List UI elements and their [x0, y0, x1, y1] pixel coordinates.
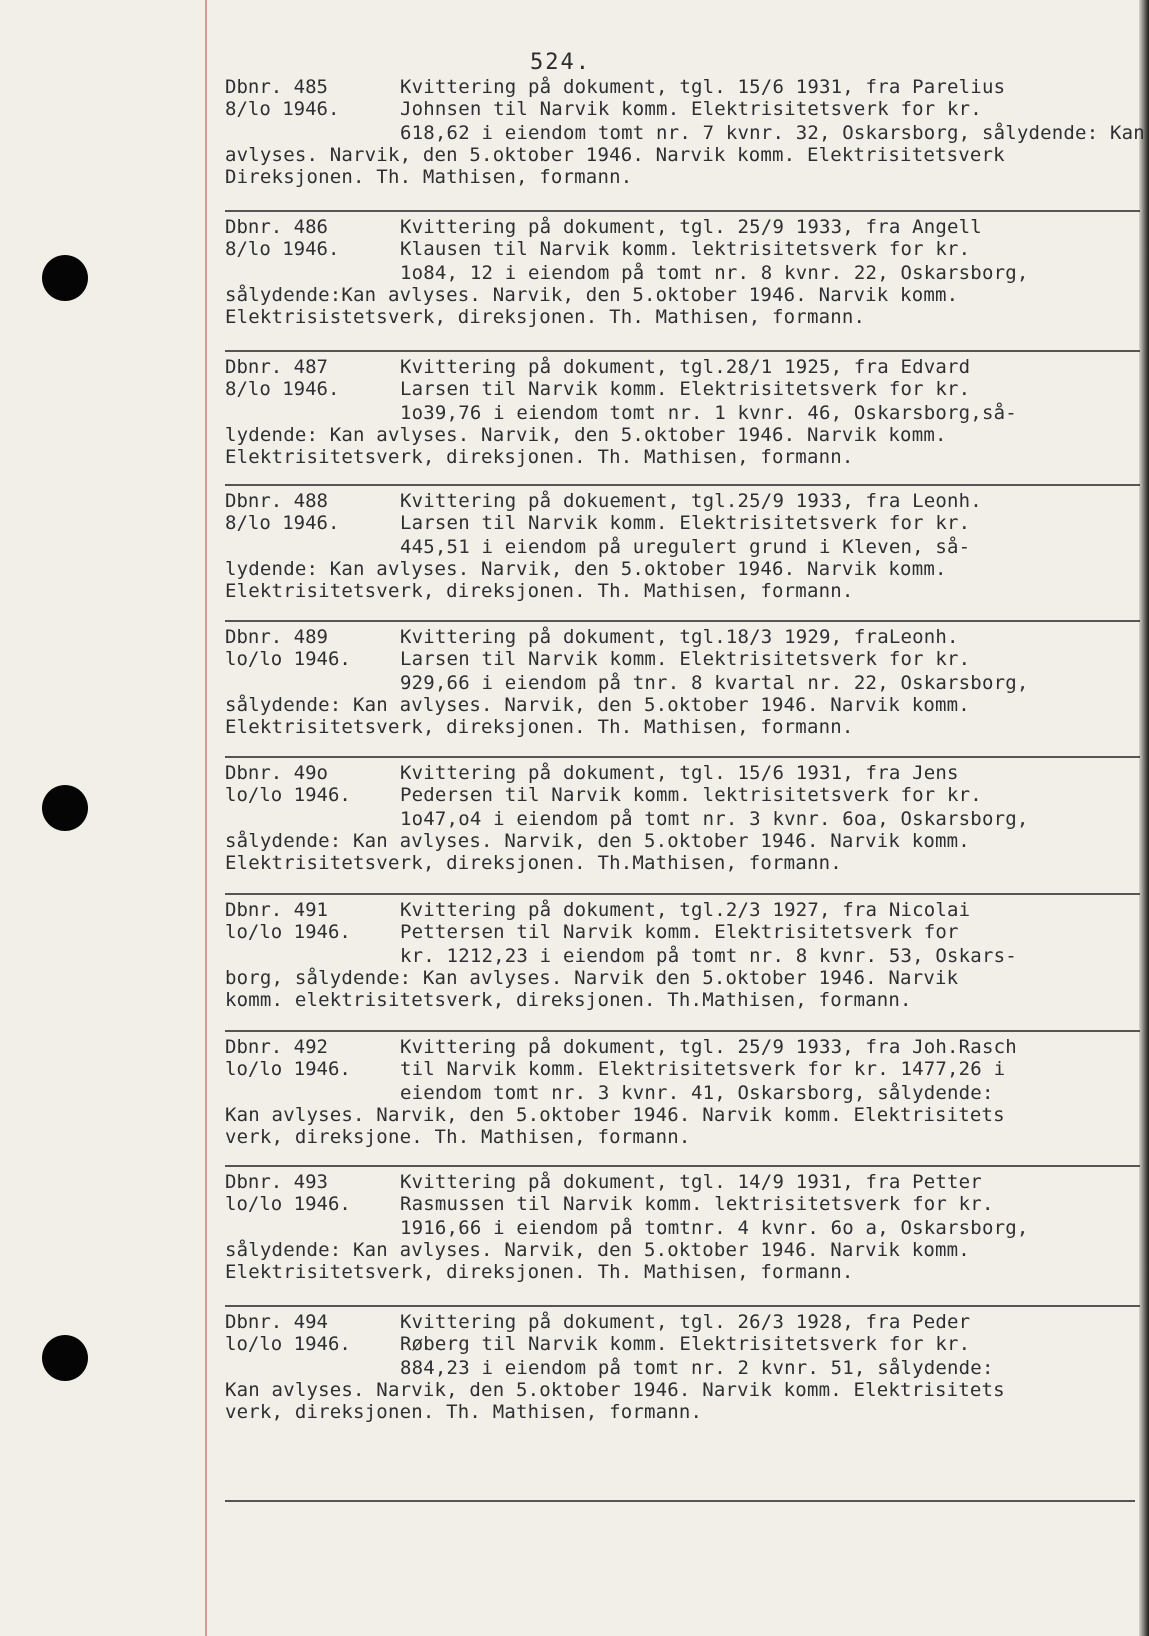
entry-text-line: 884,23 i eiendom på tomt nr. 2 kvnr. 51, sålydende:: [400, 1357, 994, 1379]
entry-date: lo/lo 1946.: [225, 784, 351, 806]
ledger-entry: [225, 210, 1130, 328]
entry-text-line: Kan avlyses. Narvik, den 5.oktober 1946. Narvik komm. Elektrisitets: [225, 1379, 1005, 1401]
entry-header: [225, 1171, 1130, 1217]
entry-header: [225, 490, 1130, 536]
entry-text-line: Kvittering på dokument, tgl. 25/9 1933, fra Angell: [400, 216, 982, 238]
entry-dbnr: Dbnr. 485: [225, 76, 328, 98]
entry-body: [225, 262, 1130, 328]
entry-dbnr: Dbnr. 489: [225, 626, 328, 648]
page-edge-shadow: [1139, 0, 1149, 1636]
ledger-entry: [225, 893, 1130, 1011]
entry-text-line: Larsen til Narvik komm. Elektrisitetsverk for kr.: [400, 512, 971, 534]
entry-id-date: [225, 762, 351, 806]
entry-date: lo/lo 1946.: [225, 648, 351, 670]
entry-id-date: [225, 1311, 351, 1355]
entry-text-line: verk, direksjonen. Th. Mathisen, formann.: [225, 1401, 703, 1423]
entry-separator-rule: [225, 210, 1140, 212]
entry-separator-rule: [225, 1165, 1140, 1167]
entry-text-line: Elektrisitetsverk, direksjonen. Th. Mathisen, formann.: [225, 716, 854, 738]
entry-id-date: [225, 1036, 351, 1080]
ledger-entry: [225, 620, 1130, 738]
entry-text-line: Larsen til Narvik komm. Elektrisitetsverk for kr.: [400, 648, 971, 670]
entry-text-line: Elektrisitetsverk, direksjonen. Th.Mathisen, formann.: [225, 852, 842, 874]
entry-text-line: kr. 1212,23 i eiendom på tomt nr. 8 kvnr. 53, Oskars-: [400, 945, 1017, 967]
entry-text-line: Kvittering på dokument, tgl.18/3 1929, fraLeonh.: [400, 626, 959, 648]
entry-text-line: Kvittering på dokument, tgl. 25/9 1933, fra Joh.Rasch: [400, 1036, 1017, 1058]
entry-text-line: sålydende: Kan avlyses. Narvik, den 5.oktober 1946. Narvik komm.: [225, 830, 970, 852]
entry-text-line: 445,51 i eiendom på uregulert grund i Kleven, så-: [400, 536, 971, 558]
page-number: 524.: [530, 50, 591, 75]
entry-dbnr: Dbnr. 486: [225, 216, 328, 238]
entry-text-line: borg, sålydende: Kan avlyses. Narvik den 5.oktober 1946. Narvik: [225, 967, 959, 989]
entry-text-line: 1o39,76 i eiendom tomt nr. 1 kvnr. 46, Oskarsborg,så-: [400, 402, 1017, 424]
entry-header: [225, 762, 1130, 808]
entry-text-line: Kvittering på dokument, tgl.28/1 1925, fra Edvard: [400, 356, 971, 378]
entry-id-date: [225, 356, 339, 400]
entry-text-line: Rasmussen til Narvik komm. lektrisitetsverk for kr.: [400, 1193, 994, 1215]
entry-text-line: 929,66 i eiendom på tnr. 8 kvartal nr. 22, Oskarsborg,: [400, 672, 1029, 694]
entry-dbnr: Dbnr. 487: [225, 356, 328, 378]
entry-body: [225, 122, 1145, 188]
red-margin-line: [205, 0, 207, 1636]
entry-header: [225, 76, 1130, 122]
entry-header: [225, 356, 1130, 402]
entry-text-line: Elektrisitetsverk, direksjonen. Th. Mathisen, formann.: [225, 446, 854, 468]
entry-body: [225, 536, 1130, 602]
entry-text-line: Johnsen til Narvik komm. Elektrisitetsverk for kr.: [400, 98, 982, 120]
entry-text-line: Kvittering på dokument, tgl. 26/3 1928, fra Peder: [400, 1311, 971, 1333]
entry-text-line: Pettersen til Narvik komm. Elektrisitetsverk for: [400, 921, 959, 943]
entry-header: [225, 626, 1130, 672]
final-rule: [225, 1500, 1135, 1502]
entry-id-date: [225, 899, 351, 943]
entry-body: [225, 1357, 1130, 1423]
entry-separator-rule: [225, 756, 1140, 758]
entry-date: 8/lo 1946.: [225, 378, 340, 400]
entry-separator-rule: [225, 484, 1140, 486]
ledger-entry: [225, 484, 1130, 602]
entry-date: lo/lo 1946.: [225, 1058, 351, 1080]
entry-id-date: [225, 76, 339, 120]
entry-text-line: eiendom tomt nr. 3 kvnr. 41, Oskarsborg, sålydende:: [400, 1082, 994, 1104]
entry-text-line: Elektrisitetsverk, direksjonen. Th. Mathisen, formann.: [225, 1261, 854, 1283]
entry-text-line: Pedersen til Narvik komm. lektrisitetsverk for kr.: [400, 784, 982, 806]
entry-header: [225, 216, 1130, 262]
entry-id-date: [225, 490, 339, 534]
entry-text-line: avlyses. Narvik, den 5.oktober 1946. Narvik komm. Elektrisitetsverk: [225, 144, 1005, 166]
entry-date: 8/lo 1946.: [225, 512, 340, 534]
entry-body: [225, 1082, 1130, 1148]
ledger-entry: [225, 1165, 1130, 1283]
ledger-entry: [225, 1305, 1130, 1423]
entry-text-line: 618,62 i eiendom tomt nr. 7 kvnr. 32, Oskarsborg, sålydende: Kan: [400, 122, 1145, 144]
entry-date: 8/lo 1946.: [225, 238, 340, 260]
entry-text-line: Kvittering på dokument, tgl.2/3 1927, fra Nicolai: [400, 899, 971, 921]
entry-separator-rule: [225, 893, 1140, 895]
entry-dbnr: Dbnr. 493: [225, 1171, 328, 1193]
entry-text-line: Direksjonen. Th. Mathisen, formann.: [225, 166, 633, 188]
entry-id-date: [225, 1171, 351, 1215]
entry-text-line: Kan avlyses. Narvik, den 5.oktober 1946. Narvik komm. Elektrisitets: [225, 1104, 1005, 1126]
entry-text-line: lydende: Kan avlyses. Narvik, den 5.oktober 1946. Narvik komm.: [225, 424, 947, 446]
entry-text-line: til Narvik komm. Elektrisitetsverk for kr. 1477,26 i: [400, 1058, 1006, 1080]
entry-dbnr: Dbnr. 494: [225, 1311, 328, 1333]
entry-dbnr: Dbnr. 492: [225, 1036, 328, 1058]
entry-text-line: komm. elektrisitetsverk, direksjonen. Th.Mathisen, formann.: [225, 989, 912, 1011]
entry-body: [225, 672, 1130, 738]
entry-text-line: Elektrisitetsverk, direksjonen. Th. Mathisen, formann.: [225, 580, 854, 602]
entry-text-line: sålydende: Kan avlyses. Narvik, den 5.oktober 1946. Narvik komm.: [225, 694, 970, 716]
entry-text-line: Røberg til Narvik komm. Elektrisitetsverk for kr.: [400, 1333, 971, 1355]
entry-text-line: sålydende: Kan avlyses. Narvik, den 5.oktober 1946. Narvik komm.: [225, 1239, 970, 1261]
ledger-entry: [225, 756, 1130, 874]
entry-date: lo/lo 1946.: [225, 1193, 351, 1215]
entry-text-line: Kvittering på dokument, tgl. 15/6 1931, fra Jens: [400, 762, 959, 784]
entry-text-line: Elektrisistetsverk, direksjonen. Th. Mathisen, formann.: [225, 306, 866, 328]
entry-separator-rule: [225, 620, 1140, 622]
entry-text-line: 1o47,o4 i eiendom på tomt nr. 3 kvnr. 6oa, Oskarsborg,: [400, 808, 1029, 830]
entry-text-line: 1916,66 i eiendom på tomtnr. 4 kvnr. 6o a, Oskarsborg,: [400, 1217, 1029, 1239]
entry-date: 8/lo 1946.: [225, 98, 340, 120]
entry-body: [225, 808, 1130, 874]
ledger-entry: [225, 70, 1145, 188]
ledger-entry: [225, 1030, 1130, 1148]
binder-hole-icon: [42, 1335, 88, 1381]
entry-text-line: Kvittering på dokuement, tgl.25/9 1933, fra Leonh.: [400, 490, 982, 512]
entry-date: lo/lo 1946.: [225, 921, 351, 943]
entry-text-line: Klausen til Narvik komm. lektrisitetsverk for kr.: [400, 238, 971, 260]
entry-body: [225, 402, 1130, 468]
entry-text-line: sålydende:Kan avlyses. Narvik, den 5.oktober 1946. Narvik komm.: [225, 284, 959, 306]
entry-body: [225, 945, 1130, 1011]
entry-date: lo/lo 1946.: [225, 1333, 351, 1355]
entry-text-line: Kvittering på dokument, tgl. 15/6 1931, fra Parelius: [400, 76, 1006, 98]
entry-text-line: Larsen til Narvik komm. Elektrisitetsverk for kr.: [400, 378, 971, 400]
entry-text-line: lydende: Kan avlyses. Narvik, den 5.oktober 1946. Narvik komm.: [225, 558, 947, 580]
entry-dbnr: Dbnr. 488: [225, 490, 328, 512]
entry-dbnr: Dbnr. 491: [225, 899, 328, 921]
entry-dbnr: Dbnr. 49o: [225, 762, 328, 784]
entry-separator-rule: [225, 1030, 1140, 1032]
entry-separator-rule: [225, 350, 1140, 352]
entry-header: [225, 1036, 1130, 1082]
entry-header: [225, 899, 1130, 945]
entry-header: [225, 1311, 1130, 1357]
entry-text-line: Kvittering på dokument, tgl. 14/9 1931, fra Petter: [400, 1171, 982, 1193]
entry-text-line: 1o84, 12 i eiendom på tomt nr. 8 kvnr. 22, Oskarsborg,: [400, 262, 1029, 284]
entry-id-date: [225, 216, 339, 260]
entry-id-date: [225, 626, 351, 670]
entry-body: [225, 1217, 1130, 1283]
entry-separator-rule: [225, 1305, 1140, 1307]
ledger-entry: [225, 350, 1130, 468]
binder-hole-icon: [42, 785, 88, 831]
entry-text-line: verk, direksjone. Th. Mathisen, formann.: [225, 1126, 691, 1148]
binder-hole-icon: [42, 255, 88, 301]
